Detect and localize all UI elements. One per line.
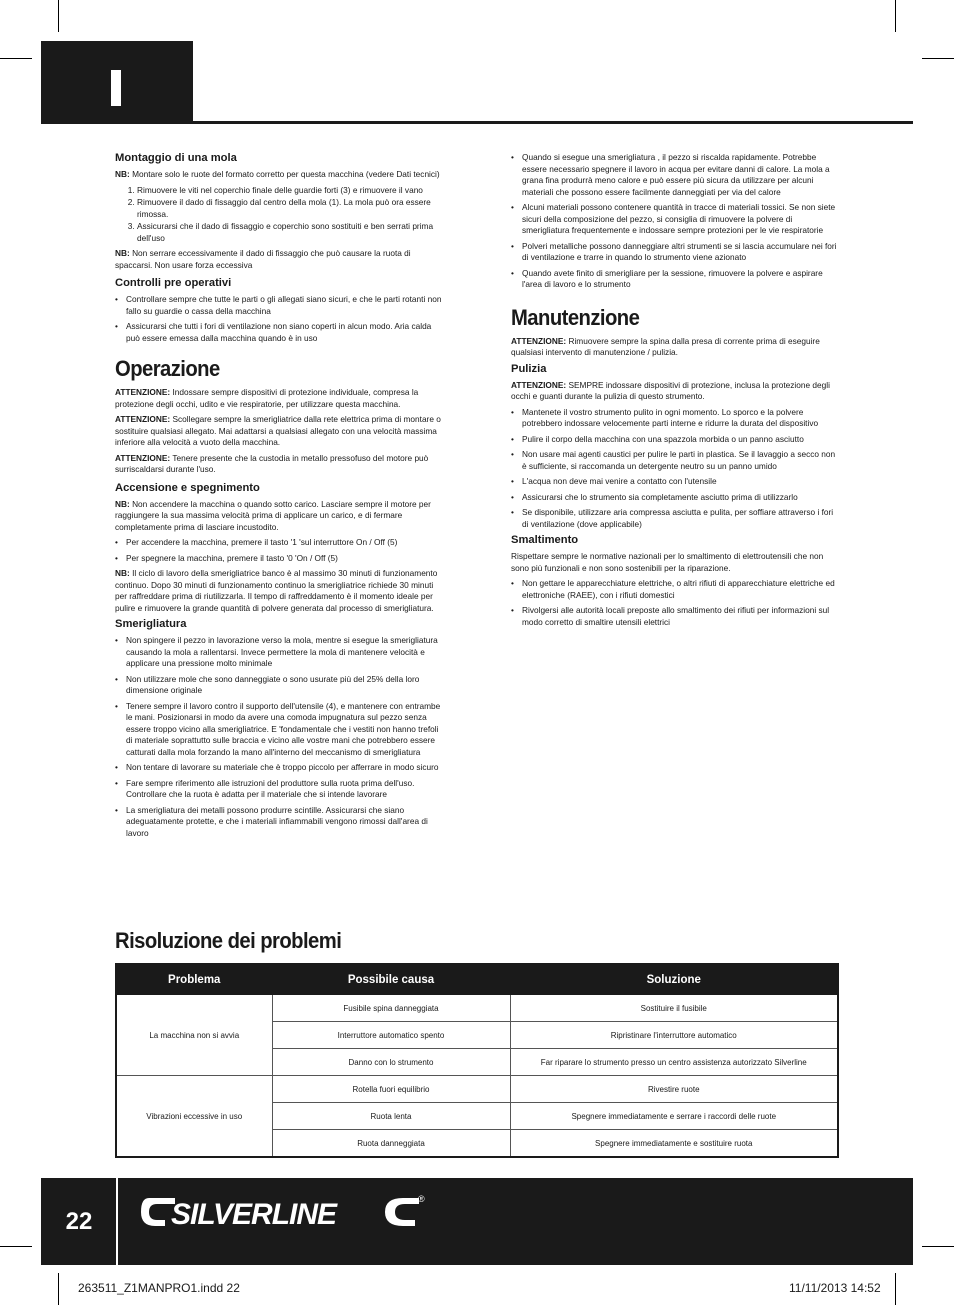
list-item: • Per accendere la macchina, premere il tasto '1 'sul interruttore On / Off (5) bbox=[126, 537, 443, 549]
crop-mark bbox=[922, 58, 954, 59]
operazione-warning: ATTENZIONE: Scollegare sempre la smerigliatrice dalla rete elettrica prima di montare o sostituire qualsiasi allegato. Mai adattarsi a qualsiasi allegato con una velocità massima inferiore alla velocità a vuoto della macchina. bbox=[115, 414, 441, 447]
solution-cell: Ripristinare l'interruttore automatico bbox=[510, 1022, 838, 1049]
list-item: • Non utilizzare mole che sono danneggiate o sono usurate più del 25% della loro dimensione originale bbox=[126, 674, 443, 697]
controlli-list bbox=[115, 294, 443, 344]
list-item: • Assicurarsi che lo strumento sia completamente asciutto prima di utilizzarlo bbox=[522, 492, 839, 504]
list-item: • Quando si esegue una smerigliatura , il pezzo si riscalda rapidamente. Potrebbe essere necessario spegnere il lavoro in acqua per evitare danni di calore. La mola a grana fina produrrà meno calore e può essere più sicura da utilizzare per alcuni materiali che possono essere facilmente danneggiati per via del calore bbox=[522, 152, 839, 198]
crop-mark bbox=[58, 0, 59, 32]
manutenzione-warning: ATTENZIONE: Rimuovere sempre la spina dalla presa di corrente prima di eseguire qualsiasi intervento di manutenzione / pulizia. bbox=[511, 335, 820, 357]
operazione-heading: Operazione bbox=[115, 356, 220, 381]
montaggio-steps bbox=[115, 185, 443, 245]
operazione-warning: ATTENZIONE: Indossare sempre dispositivi di protezione individuale, compresa la protezione degli occhi, udito e vie respiratorie, per utilizzare questa macchina. bbox=[115, 387, 419, 409]
list-item: 1. Rimuovere le viti nel coperchio finale delle guardie forti (3) e rimuovere il vano bbox=[137, 185, 443, 197]
list-item: • Se disponibile, utilizzare aria compressa asciutta e pulita, per soffiare attraverso i fori di ventilazione (dove applicabile) bbox=[522, 507, 839, 530]
accensione-list bbox=[115, 537, 443, 564]
list-item: 2. Rimuovere il dado di fissaggio dal centro della mola (1). La mola può ora essere rimossa. bbox=[137, 197, 443, 220]
list-item: 3. Assicurarsi che il dado di fissaggio e coperchio sono sostituiti e ben serrati prima dell'uso bbox=[137, 221, 443, 244]
cause-cell: Rotella fuori equilibrio bbox=[272, 1076, 510, 1103]
smaltimento-text: Rispettare sempre le normative nazionali per lo smaltimento di elettroutensili che non sono più funzionali e non sono sostenibili per la riparazione. bbox=[511, 551, 824, 573]
solution-cell: Rivestire ruote bbox=[510, 1076, 838, 1103]
brand-wordmark: SILVERLINE bbox=[171, 1198, 337, 1231]
silverline-logo bbox=[135, 1190, 435, 1234]
header-rule bbox=[193, 121, 913, 124]
crop-mark bbox=[922, 1246, 954, 1247]
list-item: • Assicurarsi che tutti i fori di ventilazione non siano coperti in alcun modo. Aria calda può essere emessa dalla macchina quando è in uso bbox=[126, 321, 443, 344]
header-cause: Possibile causa bbox=[272, 964, 510, 995]
troubleshooting-heading: Risoluzione dei problemi bbox=[115, 928, 342, 953]
smaltimento-list bbox=[511, 578, 839, 628]
list-item: • Quando avete finito di smerigliare per la sessione, rimuovere la polvere e aspirare l'area di lavoro e lo strumento bbox=[522, 268, 839, 291]
list-item: • Tenere sempre il lavoro contro il supporto dell'utensile (4), e mantenere con entrambe le mani. Posizionarsi in modo da avere una comoda impugnatura sul pezzo senza essere troppo vicino alla smerigliatrice. E 'fondamentale che i vestiti non hanno trefoli di materiale soprattutto sulle braccia e vicino alle vostre mani che potrebbero essere catturati dalla mola forzando la mano all'interno del meccanismo di smerigliatura bbox=[126, 701, 443, 759]
list-item: • Non tentare di lavorare su materiale che è troppo piccolo per afferrare in modo sicuro bbox=[126, 762, 443, 774]
pulizia-list bbox=[511, 407, 839, 531]
header-problem: Problema bbox=[116, 964, 272, 995]
table-header-row bbox=[116, 964, 838, 995]
slug-date: 11/11/2013 14:52 bbox=[789, 1281, 881, 1295]
smaltimento-heading: Smaltimento bbox=[511, 534, 579, 546]
table-row bbox=[116, 995, 838, 1022]
cause-cell: Fusibile spina danneggiata bbox=[272, 995, 510, 1022]
problem-cell: Vibrazioni eccessive in uso bbox=[116, 1076, 272, 1158]
cause-cell: Danno con lo strumento bbox=[272, 1049, 510, 1076]
list-item: • Alcuni materiali possono contenere quantità in tracce di materiali tossici. Se non siete sicuri della composizione del pezzo, si consiglia di rimuovere la polvere di smerigliatura frequentemente e indossare sempre protezioni per le vie respiratorie bbox=[522, 202, 839, 237]
pulizia-warning: ATTENZIONE: SEMPRE indossare dispositivi di protezione, inclusa la protezione degli occhi e guanti durante la pulizia di questo strumento. bbox=[511, 379, 830, 401]
registered-mark: ® bbox=[418, 1194, 425, 1204]
list-item: • Non spingere il pezzo in lavorazione verso la mola, mentre si esegue la smerigliatura causando la mola a rallentarsi. Invece permettere la mola di mantenere velocità e applicare una pressione molto minimale bbox=[126, 635, 443, 670]
list-item: • Fare sempre riferimento alle istruzioni del produttore sulla ruota prima dell'uso. Controllare che la ruota è adatta per il materiale che si intende lavorare bbox=[126, 778, 443, 801]
list-item: • Pulire il corpo della macchina con una spazzola morbida o un panno asciutto bbox=[522, 434, 839, 446]
operazione-warning: ATTENZIONE: Tenere presente che la custodia in metallo pressofuso del motore può surriscaldarsi durante l'uso. bbox=[115, 452, 429, 474]
language-letter-glyph bbox=[111, 70, 121, 106]
crop-mark bbox=[0, 1246, 32, 1247]
controlli-heading: Controlli pre operativi bbox=[115, 277, 232, 289]
table-row bbox=[116, 1076, 838, 1103]
footer-divider bbox=[116, 1178, 118, 1265]
accensione-nb1: NB: Non accendere la macchina o quando sotto carico. Lasciare sempre il motore per raggiungere la sua massima velocità prima di applicare un carico, e di fermare completamente prima di lasciare incustodito. bbox=[115, 498, 431, 532]
list-item: • Non usare mai agenti caustici per pulire le parti in plastica. Se il lavaggio a secco non è sufficiente, si raccomanda un detergente neutro su un panno umido bbox=[522, 449, 839, 472]
crop-mark bbox=[0, 58, 32, 59]
list-item: • La smerigliatura dei metalli possono produrre scintille. Assicurarsi che siano adeguatamente protette, e che i materiali infiammabili vengono rimossi dall'area di lavoro bbox=[126, 805, 443, 840]
list-item: • Per spegnere la macchina, premere il tasto '0 'On / Off (5) bbox=[126, 553, 443, 565]
smerigliatura-list bbox=[115, 635, 443, 839]
montaggio-nb2: NB: Non serrare eccessivamente il dado di fissaggio che può causare la ruota di spaccarsi. Non usare forza eccessiva bbox=[115, 248, 411, 270]
crop-mark bbox=[895, 1273, 896, 1305]
accensione-nb2: NB: Il ciclo di lavoro della smerigliatrice banco è al massimo 30 minuti di funzionamento continuo. Dopo 30 minuti di funzionamento continuo la smerigliatrice richiede 30 minuti per raffreddare prima di riutilizzarla. Il tempo di raffreddamento è il momento ideale per pulire e rimuovere la grande quantità di polvere generata dal processo di smerigliatura. bbox=[115, 568, 438, 613]
header-solution: Soluzione bbox=[510, 964, 838, 995]
grinding-notes-list bbox=[511, 152, 839, 291]
list-item: • Rivolgersi alle autorità locali preposte allo smaltimento dei rifiuti per informazioni sul modo corretto di smaltire utensili elettrici bbox=[522, 605, 839, 628]
cause-cell: Interruttore automatico spento bbox=[272, 1022, 510, 1049]
crop-mark bbox=[58, 1273, 59, 1305]
cause-cell: Ruota danneggiata bbox=[272, 1130, 510, 1158]
slug-file: 263511_Z1MANPRO1.indd 22 bbox=[78, 1281, 240, 1295]
problem-cell: La macchina non si avvia bbox=[116, 995, 272, 1076]
list-item: • Non gettare le apparecchiature elettriche, o altri rifiuti di apparecchiature elettriche ed elettroniche (RAEE), con i rifiuti domestici bbox=[522, 578, 839, 601]
list-item: • Polveri metalliche possono danneggiare altri strumenti se si lascia accumulare nei fori di ventilazione e trarre in quando lo strumento viene azionato bbox=[522, 241, 839, 264]
accensione-heading: Accensione e spegnimento bbox=[115, 481, 260, 494]
pulizia-heading: Pulizia bbox=[511, 362, 547, 375]
list-item: • Controllare sempre che tutte le parti o gli allegati siano sicuri, e che le parti rotanti non fallo su guardie o cassa della macchina bbox=[126, 294, 443, 317]
left-column bbox=[115, 152, 443, 843]
montaggio-heading: Montaggio di una mola bbox=[115, 152, 237, 164]
solution-cell: Sostituire il fusibile bbox=[510, 995, 838, 1022]
solution-cell: Far riparare lo strumento presso un centro assistenza autorizzato Silverline bbox=[510, 1049, 838, 1076]
right-column bbox=[511, 152, 839, 632]
solution-cell: Spegnere immediatamente e sostituire ruota bbox=[510, 1130, 838, 1158]
troubleshooting-table bbox=[115, 963, 839, 1158]
solution-cell: Spegnere immediatamente e serrare i raccordi delle ruote bbox=[510, 1103, 838, 1130]
list-item: • Mantenete il vostro strumento pulito in ogni momento. Lo sporco e la polvere potrebbero indossare velocemente parti interne e ridurre la durata del dispositivo bbox=[522, 407, 839, 430]
list-item: • L'acqua non deve mai venire a contatto con l'utensile bbox=[522, 476, 839, 488]
smerigliatura-heading: Smerigliatura bbox=[115, 618, 187, 630]
montaggio-nb1: NB: Montare solo le ruote del formato corretto per questa macchina (vedere Dati tecnici) bbox=[115, 169, 440, 179]
page-number: 22 bbox=[65, 1207, 93, 1235]
manutenzione-heading: Manutenzione bbox=[511, 304, 640, 330]
crop-mark bbox=[895, 0, 896, 32]
cause-cell: Ruota lenta bbox=[272, 1103, 510, 1130]
